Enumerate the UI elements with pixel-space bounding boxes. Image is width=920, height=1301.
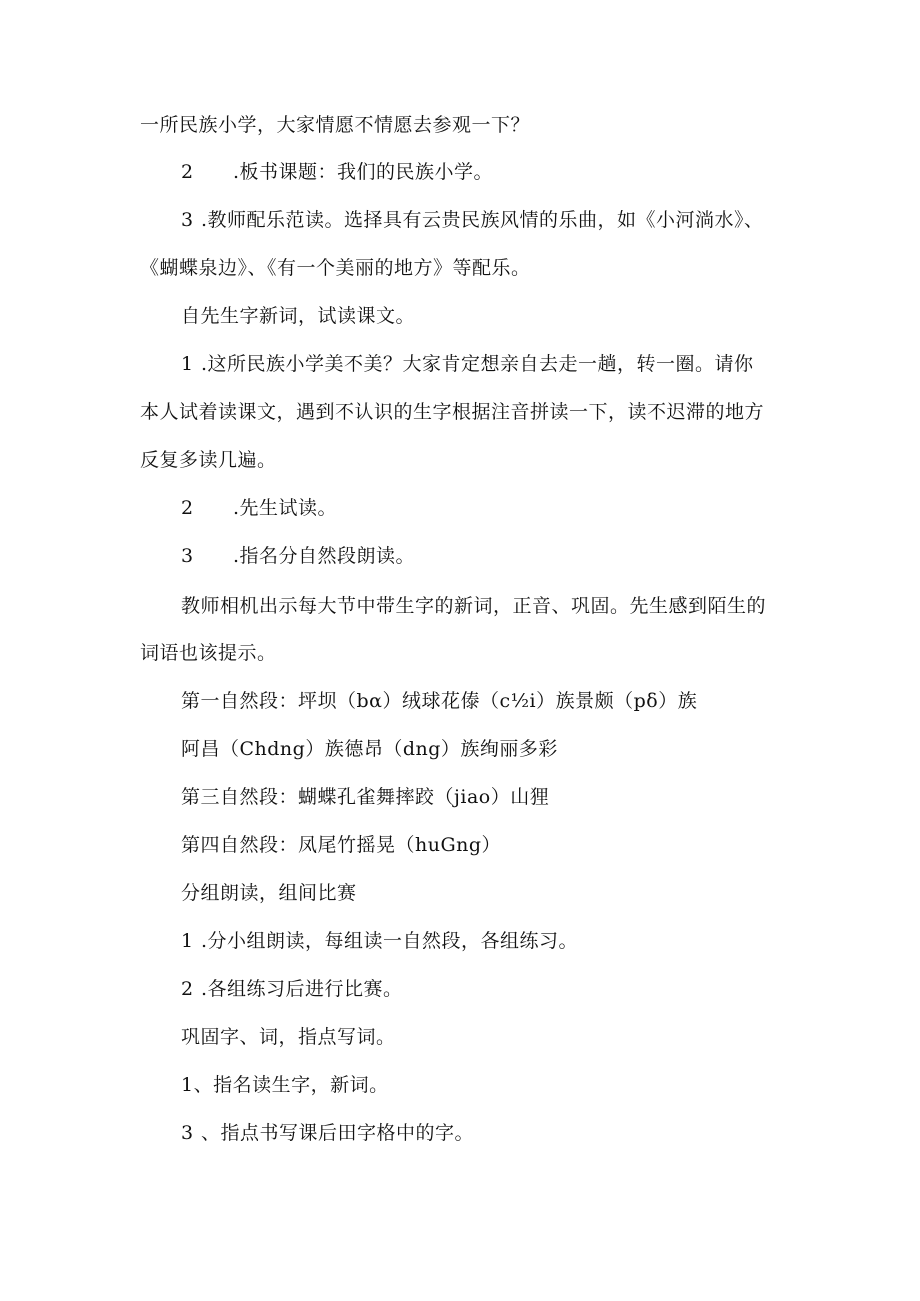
text-line-21: [181, 1073, 389, 1097]
line-text: .各组练习后进行比赛。: [201, 978, 403, 1000]
line-text: 阿昌（Chdng）族德昂（dng）族绚丽多彩: [181, 738, 558, 760]
text-line-12: [140, 641, 277, 665]
line-text: .先生试读。: [233, 497, 338, 519]
line-text: 词语也该提示。: [140, 642, 277, 664]
text-line-3: [181, 208, 764, 232]
list-number: 3: [181, 209, 194, 231]
list-number: 2: [181, 978, 194, 1000]
line-text: .指名分自然段朗读。: [233, 545, 416, 567]
line-text: 巩固字、词，指点写词。: [181, 1026, 396, 1048]
text-line-7: [140, 400, 764, 424]
line-text: .教师配乐范读。选择具有云贵民族风情的乐曲，如《小河淌水》、: [201, 209, 764, 231]
line-text: 反复多读几遍。: [140, 449, 277, 471]
list-number: 1: [181, 353, 194, 375]
line-text: .分小组朗读，每组读一自然段，各组练习。: [201, 930, 579, 952]
text-line-22: [181, 1121, 474, 1145]
line-text: 自先生字新词，试读课文。: [181, 305, 416, 327]
text-line-6: [181, 352, 754, 376]
list-number: 3: [181, 545, 194, 567]
line-text: 《蝴蝶泉边》、《有一个美丽的地方》等配乐。: [140, 257, 531, 279]
text-line-14: [181, 737, 558, 761]
text-line-13: [181, 689, 697, 713]
text-line-8: [140, 448, 277, 472]
text-line-1: [140, 113, 530, 137]
text-line-4: [140, 256, 531, 280]
text-line-18: [181, 929, 578, 953]
line-text: 分组朗读，组间比赛: [181, 882, 357, 904]
text-line-16: [181, 833, 501, 857]
text-line-20: [181, 1025, 396, 1049]
list-number: 2: [181, 161, 194, 183]
line-text: .这所民族小学美不美？大家肯定想亲自去走一趟，转一圈。请你: [201, 353, 754, 375]
line-text: 本人试着读课文，遇到不认识的生字根据注音拼读一下，读不迟滞的地方: [140, 401, 765, 423]
line-text: .板书课题：我们的民族小学。: [233, 161, 494, 183]
text-line-17: [181, 881, 357, 905]
line-text: 一所民族小学，大家情愿不情愿去参观一下？: [140, 114, 531, 136]
line-text: 、指点书写课后田字格中的字。: [201, 1122, 475, 1144]
text-line-9: [181, 496, 337, 520]
text-line-5: [181, 304, 415, 328]
line-text: 教师相机出示每大节中带生字的新词，正音、巩固。先生感到陌生的: [181, 595, 767, 617]
text-line-11: [181, 594, 766, 618]
text-line-19: [181, 977, 403, 1001]
line-text: 第四自然段：凤尾竹摇晃（huGng）: [181, 834, 502, 856]
list-number: 1: [181, 930, 194, 952]
list-number: 2: [181, 497, 194, 519]
list-number: 3: [181, 1122, 194, 1144]
text-line-15: [181, 785, 549, 809]
text-line-10: [181, 544, 415, 568]
line-text: 第三自然段：蝴蝶孔雀舞摔跤（jiao）山狸: [181, 786, 550, 808]
line-text: 1、指名读生字，新词。: [181, 1074, 389, 1096]
line-text: 第一自然段：坪坝（bα）绒球花傣（c½i）族景颇（pδ）族: [181, 690, 698, 712]
text-line-2: [181, 160, 493, 184]
